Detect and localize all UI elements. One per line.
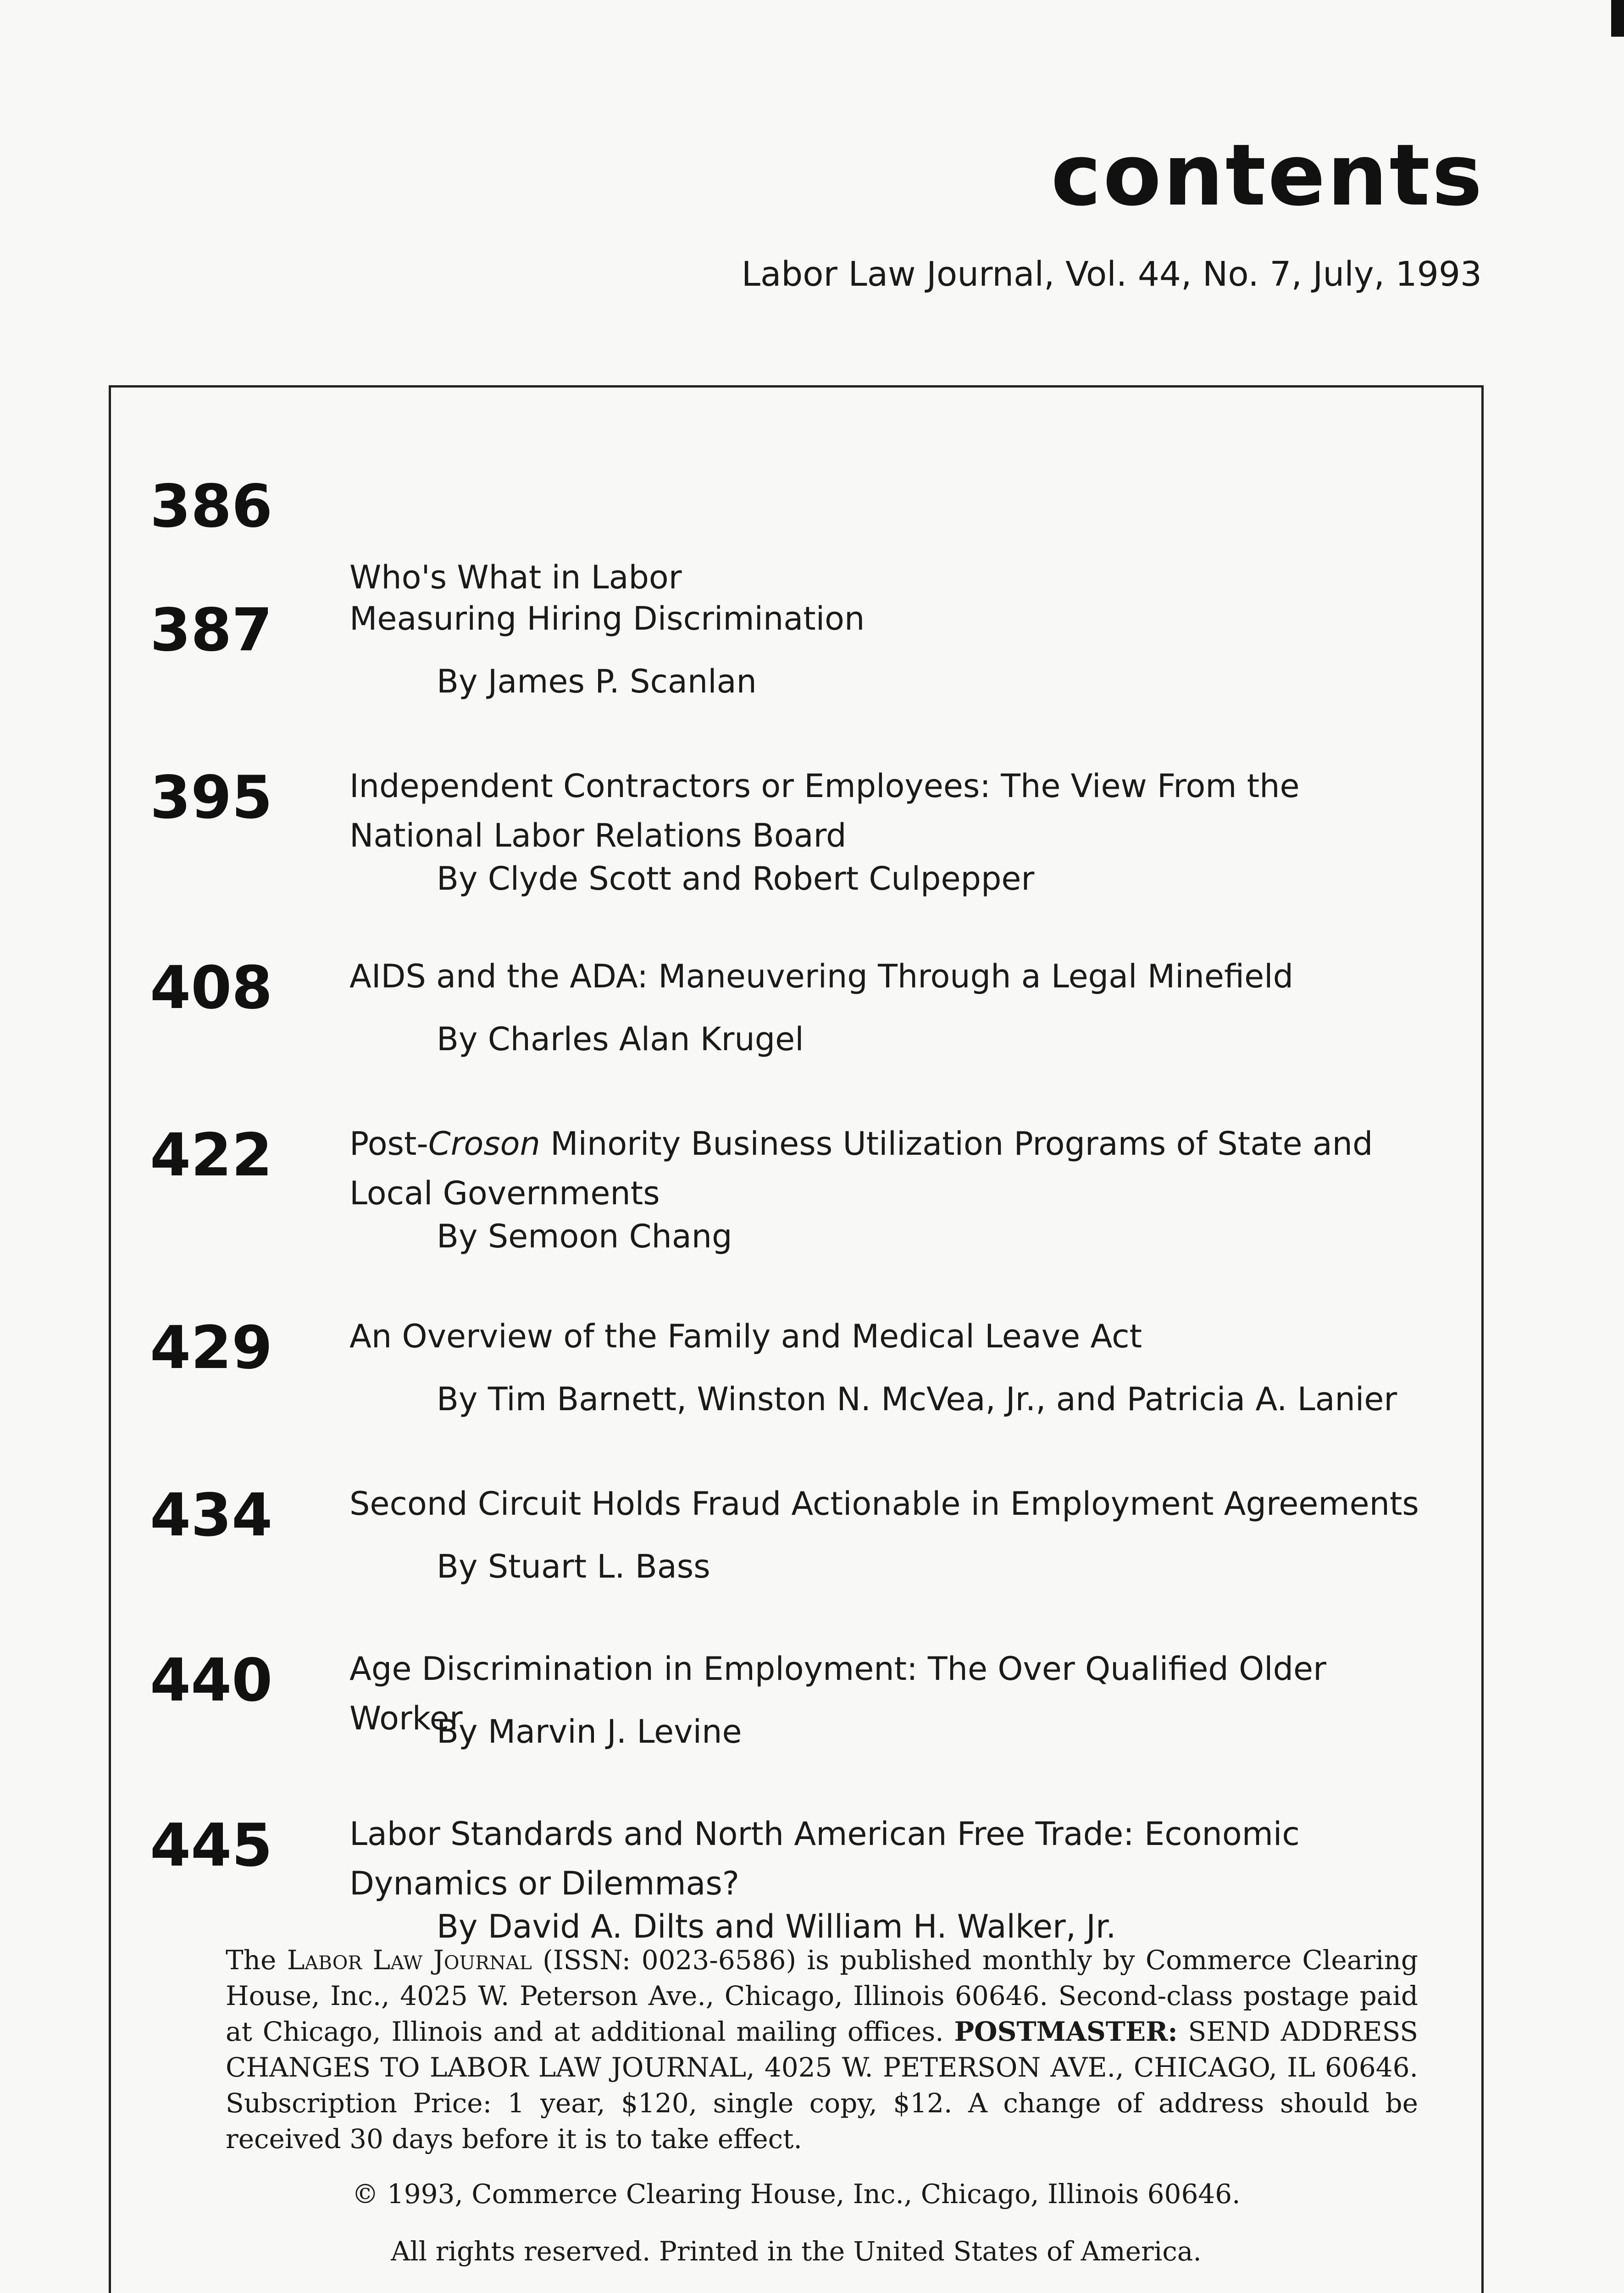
toc-title[interactable]: Measuring Hiring Discrimination bbox=[349, 600, 865, 637]
toc-page-number: 422 bbox=[150, 1121, 273, 1190]
notice-text-2: (ISSN: 0023-6586) is published monthly by Commerce Clearing House, Inc., 4025 W. Peterson Ave., Chicago, Illinois 60646. Second-class postage paid at Chicago, Illinois and at additional mailing offices. bbox=[226, 1944, 1419, 2047]
toc-page-number: 387 bbox=[150, 596, 273, 665]
toc-author: By James P. Scanlan bbox=[437, 663, 757, 700]
notice-text-3: SEND ADDRESS CHANGES TO LABOR LAW JOURNAL, 4025 W. PETERSON AVE., CHICAGO, IL 60646. Subscription Price: 1 year, $120, single copy, $12. A change of address should be received 30 days before it is to take effect. bbox=[226, 2016, 1419, 2155]
toc-title[interactable]: An Overview of the Family and Medical Leave Act bbox=[349, 1318, 1142, 1355]
toc-title-prefix: Post- bbox=[349, 1125, 428, 1163]
scan-edge bbox=[1611, 0, 1624, 37]
toc-title[interactable]: AIDS and the ADA: Maneuvering Through a Legal Minefield bbox=[349, 958, 1294, 995]
toc-page-number: 434 bbox=[150, 1481, 273, 1550]
toc-author: By Clyde Scott and Robert Culpepper bbox=[437, 860, 1035, 897]
publication-notice bbox=[226, 1942, 1418, 2157]
toc-title-rest: Minority Business Utilization Programs of State and Local Governments bbox=[349, 1125, 1373, 1212]
page-title: contents bbox=[1051, 126, 1484, 225]
toc-author: By Tim Barnett, Winston N. McVea, Jr., and Patricia A. Lanier bbox=[437, 1380, 1397, 1418]
toc-page-number: 386 bbox=[150, 472, 273, 541]
toc-title[interactable] bbox=[349, 1119, 1441, 1218]
toc-page-number: 408 bbox=[150, 954, 273, 1022]
toc-author: By David A. Dilts and William H. Walker, Jr. bbox=[437, 1908, 1116, 1945]
toc-page-number: 440 bbox=[150, 1646, 273, 1715]
contents-box bbox=[109, 385, 1484, 2293]
postmaster-label: POSTMASTER: bbox=[954, 2016, 1178, 2047]
notice-text-1: The bbox=[226, 1944, 277, 1976]
toc-page-number: 445 bbox=[150, 1811, 273, 1880]
rights-line: All rights reserved. Printed in the United States of America. bbox=[391, 2236, 1202, 2267]
toc-author: By Charles Alan Krugel bbox=[437, 1020, 804, 1058]
toc-author: By Semoon Chang bbox=[437, 1218, 732, 1255]
toc-title-italic: Croson bbox=[428, 1125, 540, 1163]
toc-author: By Marvin J. Levine bbox=[437, 1713, 742, 1750]
toc-page-number: 429 bbox=[150, 1314, 273, 1382]
toc-title[interactable]: Who's What in Labor bbox=[349, 559, 682, 596]
toc-title[interactable]: Second Circuit Holds Fraud Actionable in Employment Agreements bbox=[349, 1485, 1419, 1523]
journal-issue-line: Labor Law Journal, Vol. 44, No. 7, July, 1993 bbox=[741, 255, 1482, 294]
toc-author: By Stuart L. Bass bbox=[437, 1548, 710, 1585]
toc-title[interactable]: Labor Standards and North American Free Trade: Economic Dynamics or Dilemmas? bbox=[349, 1815, 1300, 1902]
toc-title[interactable]: Independent Contractors or Employees: The View From the National Labor Relations Board bbox=[349, 767, 1300, 854]
copyright-line: © 1993, Commerce Clearing House, Inc., Chicago, Illinois 60646. bbox=[352, 2178, 1241, 2210]
toc-page-number: 395 bbox=[150, 764, 273, 832]
journal-name: Labor Law Journal bbox=[287, 1944, 532, 1976]
toc-title[interactable]: Age Discrimination in Employment: The Over Qualified Older Worker bbox=[349, 1650, 1326, 1737]
